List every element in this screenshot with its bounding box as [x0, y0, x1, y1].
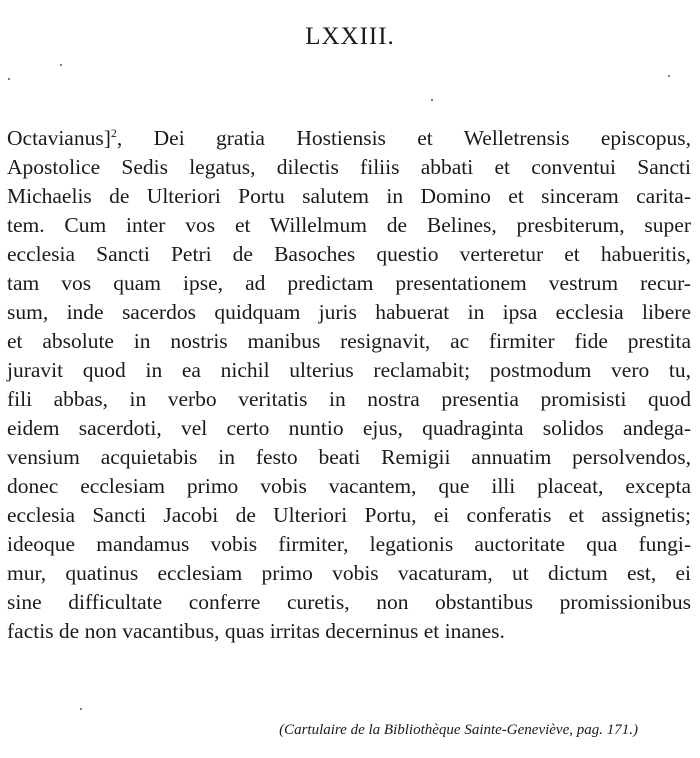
- ink-speck: [431, 99, 433, 101]
- text-line: ecclesia Sancti Petri de Basoches questio verteretur et habueritis,: [7, 242, 691, 266]
- text-line: fili abbas, in verbo veritatis in nostra presentia promisisti quod: [7, 387, 691, 411]
- text-line: donec ecclesiam primo vobis vacantem, que illi placeat, excepta: [7, 474, 691, 498]
- ink-speck: [668, 75, 670, 77]
- ink-speck: [60, 64, 62, 66]
- footnote-mark: 2: [110, 125, 117, 140]
- text-line-1: [7, 124, 691, 153]
- charter-body: [7, 124, 691, 646]
- text-line: Apostolice Sedis legatus, dilectis filiis abbati et conventui Sancti: [7, 155, 691, 179]
- text-line-last: factis de non vacantibus, quas irritas decerninus et inanes.: [7, 619, 505, 643]
- text-line: Michaelis de Ulteriori Portu salutem in Domino et sinceram carita-: [7, 184, 691, 208]
- text-line: et absolute in nostris manibus resignavit, ac firmiter fide prestita: [7, 329, 691, 353]
- text-line: sine difficultate conferre curetis, non obstantibus promissionibus: [7, 590, 691, 614]
- text-line: eidem sacerdoti, vel certo nuntio ejus, quadraginta solidos andega-: [7, 416, 691, 440]
- text-line: mur, quatinus ecclesiam primo vobis vacaturam, ut dictum est, ei: [7, 561, 691, 585]
- source-citation: (Cartulaire de la Bibliothèque Sainte-Geneviève, pag. 171.): [279, 722, 638, 738]
- text-line: ideoque mandamus vobis firmiter, legationis auctoritate qua fungi-: [7, 532, 691, 556]
- text-line-1-rest: , Dei gratia Hostiensis et Welletrensis episcopus,: [116, 126, 691, 150]
- text-line: sum, inde sacerdos quidquam juris habuerat in ipsa ecclesia libere: [7, 300, 691, 324]
- text-line: juravit quod in ea nichil ulterius reclamabit; postmodum vero tu,: [7, 358, 691, 382]
- charter-number-heading: LXXIII.: [305, 23, 395, 50]
- opening-name: Octavianus]: [7, 126, 111, 150]
- text-line: tam vos quam ipse, ad predictam presentationem vestrum recur-: [7, 271, 691, 295]
- text-line: ecclesia Sancti Jacobi de Ulteriori Portu, ei conferatis et assignetis;: [7, 503, 691, 527]
- ink-speck: [80, 708, 82, 710]
- text-line: vensium acquietabis in festo beati Remigii annuatim persolvendos,: [7, 445, 691, 469]
- ink-speck: [8, 78, 10, 80]
- text-line: tem. Cum inter vos et Willelmum de Belines, presbiterum, super: [7, 213, 691, 237]
